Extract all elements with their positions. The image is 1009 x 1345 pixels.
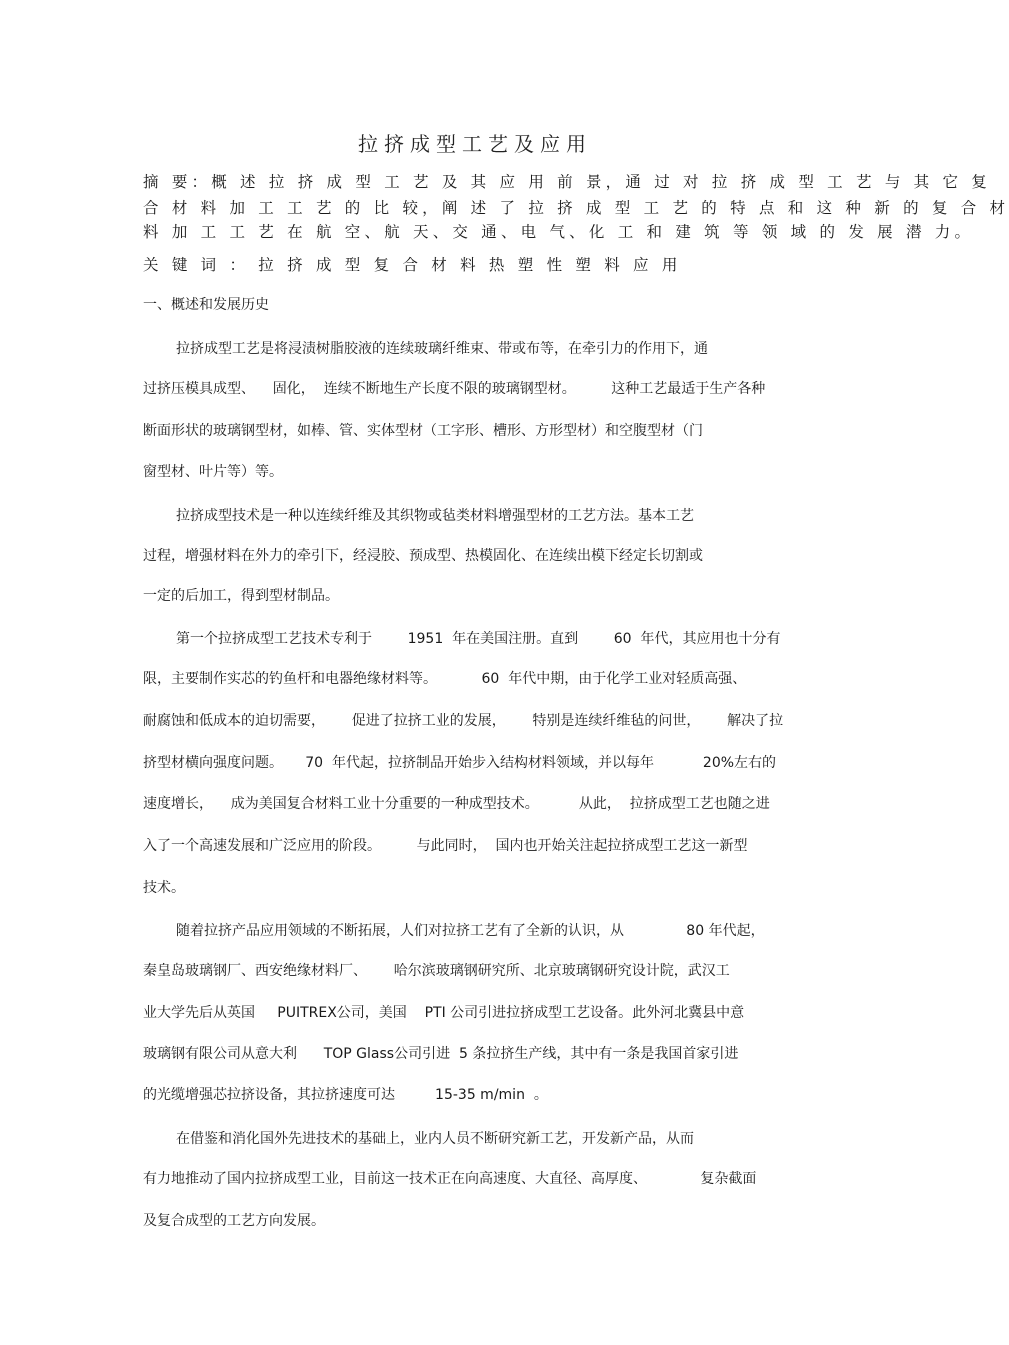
paragraph-line: 秦皇岛玻璃钢厂、西安绝缘材料厂、 哈尔滨玻璃钢研究所、北京玻璃钢研究设计院，武汉工: [143, 963, 730, 979]
paragraph-line: 在借鉴和消化国外先进技术的基础上，业内人员不断研究新工艺，开发新产品，从而: [176, 1131, 694, 1147]
paragraph-line: 一定的后加工，得到型材制品。: [143, 588, 339, 604]
section-heading: 一、概述和发展历史: [143, 297, 269, 313]
paragraph-line: 过挤压模具成型、 固化， 连续不断地生产长度不限的玻璃钢型材。 这种工艺最适于生产各种: [143, 381, 766, 397]
paragraph-line: 过程，增强材料在外力的牵引下，经浸胶、预成型、热模固化、在连续出模下经定长切割或: [143, 548, 703, 564]
abstract-line: 合 材 料 加 工 工 艺 的 比 较，阐 述 了 拉 挤 成 型 工 艺 的 特 点 和 这 种 新 的 复 合 材: [143, 199, 1009, 217]
paragraph-line: 随着拉挤产品应用领域的不断拓展，人们对拉挤工艺有了全新的认识，从 80 年代起，: [176, 923, 765, 939]
paragraph-line: 及复合成型的工艺方向发展。: [143, 1213, 325, 1229]
paragraph-line: 入了一个高速发展和广泛应用的阶段。 与此同时， 国内也开始关注起拉挤成型工艺这一新型: [143, 838, 748, 854]
paragraph-line: 速度增长， 成为美国复合材料工业十分重要的一种成型技术。 从此， 拉挤成型工艺也随之进: [143, 796, 770, 812]
paragraph-line: 耐腐蚀和低成本的迫切需要， 促进了拉挤工业的发展， 特别是连续纤维毡的问世， 解决了拉: [143, 713, 784, 729]
keywords-line: 关 键 词 ： 拉 挤 成 型 复 合 材 料 热 塑 性 塑 料 应 用: [143, 256, 682, 274]
paragraph-line: 第一个拉挤成型工艺技术专利于 1951 年在美国注册。直到 60 年代，其应用也十分有: [176, 631, 781, 647]
abstract-line: 摘 要：概 述 拉 挤 成 型 工 艺 及 其 应 用 前 景，通 过 对 拉 挤 成 型 工 艺 与 其 它 复: [143, 173, 992, 191]
paragraph-line: 玻璃钢有限公司从意大利 TOP Glass公司引进 5 条拉挤生产线，其中有一条是我国首家引进: [143, 1046, 739, 1062]
paragraph-line: 有力地推动了国内拉挤成型工业，目前这一技术正在向高速度、大直径、高厚度、 复杂截面: [143, 1171, 757, 1187]
paragraph-line: 的光缆增强芯拉挤设备，其拉挤速度可达 15-35 m/min 。: [143, 1087, 548, 1103]
paragraph-line: 窗型材、叶片等）等。: [143, 464, 283, 480]
paragraph-line: 业大学先后从英国 PUITREX公司，美国 PTI 公司引进拉挤成型工艺设备。此外河北冀县中意: [143, 1005, 745, 1021]
paragraph-line: 技术。: [143, 880, 185, 896]
paragraph-line: 限，主要制作实芯的钓鱼杆和电器绝缘材料等。 60 年代中期，由于化学工业对轻质高强、: [143, 671, 747, 687]
paragraph-line: 拉挤成型技术是一种以连续纤维及其织物或毡类材料增强型材的工艺方法。基本工艺: [176, 508, 694, 524]
paragraph-line: 挤型材横向强度问题。 70 年代起，拉挤制品开始步入结构材料领域，并以每年 20%左右的: [143, 755, 777, 771]
abstract-line: 料 加 工 工 艺 在 航 空、航 天、交 通、电 气、化 工 和 建 筑 等 领 域 的 发 展 潜 力。: [143, 223, 975, 241]
paragraph-line: 拉挤成型工艺是将浸渍树脂胶液的连续玻璃纤维束、带或布等，在牵引力的作用下，通: [176, 341, 708, 357]
paragraph-line: 断面形状的玻璃钢型材，如棒、管、实体型材（工字形、槽形、方形型材）和空腹型材（门: [143, 423, 703, 439]
document-title: 拉挤成型工艺及应用: [358, 132, 592, 156]
